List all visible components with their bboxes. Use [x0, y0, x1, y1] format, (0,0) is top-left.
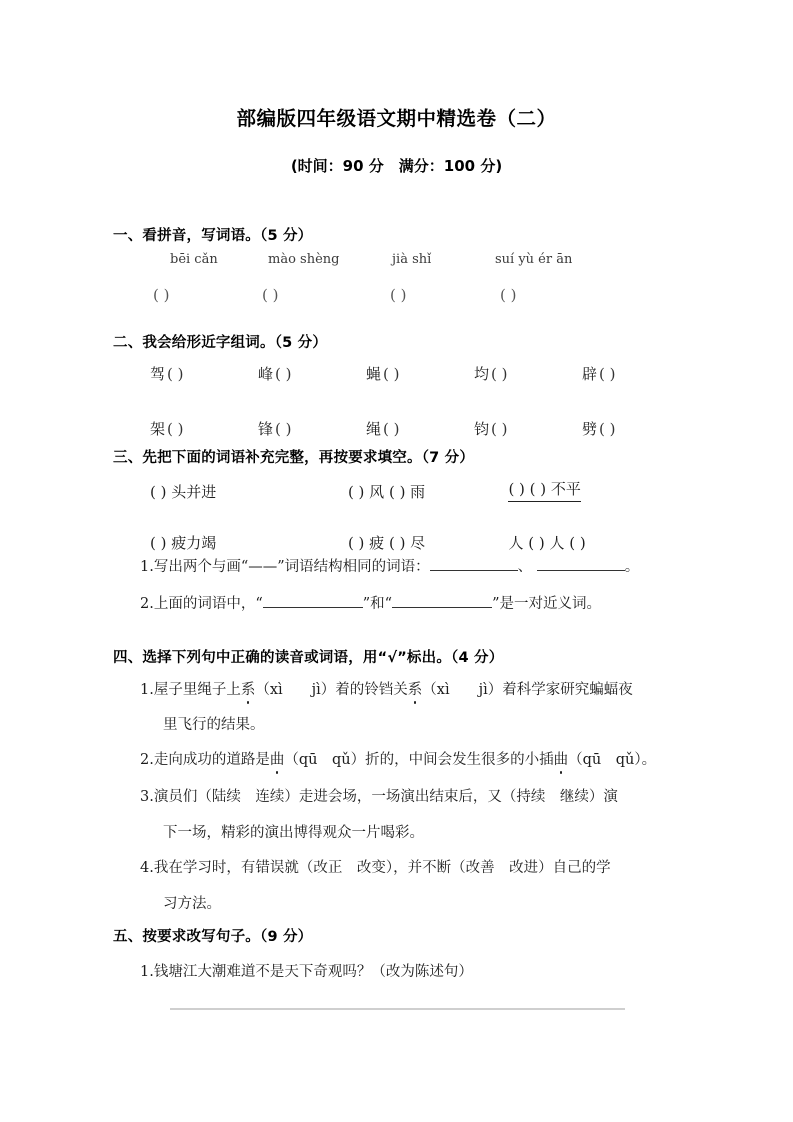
homophone-char: 架 — [150, 420, 166, 438]
homophone-char: 钧 — [474, 420, 490, 438]
section-four-question-3-line-2: 下一场，精彩的演出博得观众一片喝彩。 — [163, 825, 424, 841]
section-three-subquestion-2 — [140, 592, 601, 613]
section-header-two: 二、我会给形近字组词。（5 分） — [113, 335, 328, 351]
question-text: 钱塘江大潮难道不是天下奇观吗？（改为陈述句） — [153, 964, 473, 980]
emphasized-char: 曲 — [554, 748, 569, 769]
question-number: 1. — [140, 682, 154, 698]
emphasized-char: 系 — [408, 678, 423, 699]
pinyin-group-4: suí yù ér ān — [495, 252, 573, 267]
homophone-cell[interactable] — [150, 418, 258, 439]
homophone-cell[interactable] — [258, 363, 366, 384]
subquestion-text-after: 。 — [624, 559, 640, 575]
section-header-five: 五、按要求改写句子。（9 分） — [113, 929, 313, 945]
homophone-char: 绳 — [366, 420, 382, 438]
answer-bracket-2[interactable]: ( ) — [262, 286, 279, 304]
emphasized-char: 系 — [241, 678, 256, 699]
homophone-bracket: ( ) — [275, 420, 292, 438]
homophone-char: 驾 — [150, 365, 166, 383]
homophone-bracket: ( ) — [491, 365, 508, 383]
pinyin-group-3: jià shǐ — [392, 252, 432, 267]
question-text: 走向成功的道路是 — [153, 752, 270, 768]
homophone-char: 峰 — [258, 365, 274, 383]
answer-bracket-3[interactable]: ( ) — [390, 286, 407, 304]
homophone-bracket: ( ) — [275, 365, 292, 383]
subquestion-number: 1. — [140, 559, 154, 575]
subquestion-text-middle: ”和“ — [362, 596, 393, 612]
homophone-cell[interactable] — [258, 418, 366, 439]
homophone-cell[interactable] — [150, 363, 258, 384]
question-text[interactable]: （qū qǔ）。 — [568, 752, 657, 768]
question-number: 3. — [140, 789, 154, 805]
section-four-question-4-line-1 — [140, 856, 611, 877]
homophone-bracket: ( ) — [167, 420, 184, 438]
homophone-char: 均 — [474, 365, 490, 383]
answer-blank[interactable] — [392, 607, 492, 608]
homophone-cell[interactable] — [582, 363, 690, 384]
answer-blank[interactable] — [537, 570, 625, 571]
answer-bracket-4[interactable]: ( ) — [500, 286, 517, 304]
question-text[interactable]: （xì jì）着科学家研究蝙蝠夜 — [422, 682, 633, 698]
homophone-bracket: ( ) — [599, 420, 616, 438]
subquestion-text-before: 上面的词语中，“ — [153, 596, 263, 612]
answer-blank[interactable] — [430, 570, 518, 571]
section-four-question-2-line-1 — [140, 748, 656, 769]
emphasized-char: 曲 — [270, 748, 285, 769]
question-text[interactable]: 演员们（陆续 连续）走进会场，一场演出结束后，又（持续 继续）演 — [153, 789, 618, 805]
question-text[interactable]: （xì jì）着的铃铛关 — [255, 682, 408, 698]
section-four-question-1-line-2: 里飞行的结果。 — [163, 717, 265, 733]
question-text: 屋子里绳子上 — [153, 682, 241, 698]
idiom-item[interactable]: ( ) 风 ( ) 雨 — [347, 483, 426, 501]
section-header-four: 四、选择下列句中正确的读音或词语，用“√”标出。（4 分） — [113, 650, 504, 666]
idiom-underline-text: ( ) ( ) 不平 — [508, 478, 580, 502]
idiom-row-bottom — [150, 532, 685, 553]
subquestion-number: 2. — [140, 596, 154, 612]
question-number: 1. — [140, 964, 154, 980]
section-four-question-3-line-1 — [140, 785, 618, 806]
homophone-bracket: ( ) — [491, 420, 508, 438]
answer-blank[interactable] — [263, 607, 363, 608]
idiom-item[interactable]: ( ) 疲 ( ) 尽 — [347, 534, 426, 552]
homophone-cell[interactable] — [582, 418, 690, 439]
section-three-subquestion-1 — [140, 555, 639, 576]
subquestion-text-before: 写出两个与画“——”词语结构相同的词语： — [153, 559, 430, 575]
idiom-item[interactable]: ( ) 头并进 — [150, 483, 217, 501]
homophone-cell[interactable] — [366, 418, 474, 439]
answer-bracket-1[interactable]: ( ) — [153, 286, 170, 304]
idiom-item[interactable]: 人 ( ) 人 ( ) — [508, 534, 586, 552]
idiom-row-top — [150, 478, 685, 502]
pinyin-group-1: bēi cǎn — [170, 252, 218, 267]
homophone-bracket: ( ) — [167, 365, 184, 383]
idiom-item-underlined[interactable] — [508, 478, 685, 502]
question-number: 2. — [140, 752, 154, 768]
homophone-char: 辟 — [582, 365, 598, 383]
homophone-char: 劈 — [582, 420, 598, 438]
homophone-bracket: ( ) — [383, 420, 400, 438]
homophone-char: 蝇 — [366, 365, 382, 383]
section-five-question-1 — [140, 960, 473, 981]
homophone-char: 锋 — [258, 420, 274, 438]
subquestion-text-after: ”是一对近义词。 — [492, 596, 602, 612]
question-text[interactable]: 我在学习时，有错误就（改正 改变），并不断（改善 改进）自己的学 — [153, 860, 611, 876]
page-title: 部编版四年级语文期中精选卷（二） — [236, 107, 557, 130]
section-header-three: 三、先把下面的词语补充完整，再按要求填空。（7 分） — [113, 450, 475, 466]
homophone-cell[interactable] — [474, 418, 582, 439]
pinyin-group-2: mào shèng — [268, 252, 340, 267]
homophone-bracket: ( ) — [383, 365, 400, 383]
homophone-cell[interactable] — [474, 363, 582, 384]
page-subtitle: (时间：90 分 满分：100 分) — [290, 157, 503, 175]
section-four-question-4-line-2: 习方法。 — [163, 896, 221, 912]
homophone-row-top — [150, 363, 690, 384]
footer-divider — [170, 1008, 625, 1010]
homophone-bracket: ( ) — [599, 365, 616, 383]
question-number: 4. — [140, 860, 154, 876]
question-text[interactable]: （qū qǔ）折的，中间会发生很多的小插 — [284, 752, 554, 768]
section-header-one: 一、看拼音，写词语。（5 分） — [113, 228, 313, 244]
section-four-question-1-line-1 — [140, 678, 633, 699]
idiom-item[interactable]: ( ) 疲力竭 — [150, 534, 217, 552]
homophone-cell[interactable] — [366, 363, 474, 384]
homophone-row-bottom — [150, 418, 690, 439]
subquestion-text-middle: 、 — [517, 559, 533, 575]
